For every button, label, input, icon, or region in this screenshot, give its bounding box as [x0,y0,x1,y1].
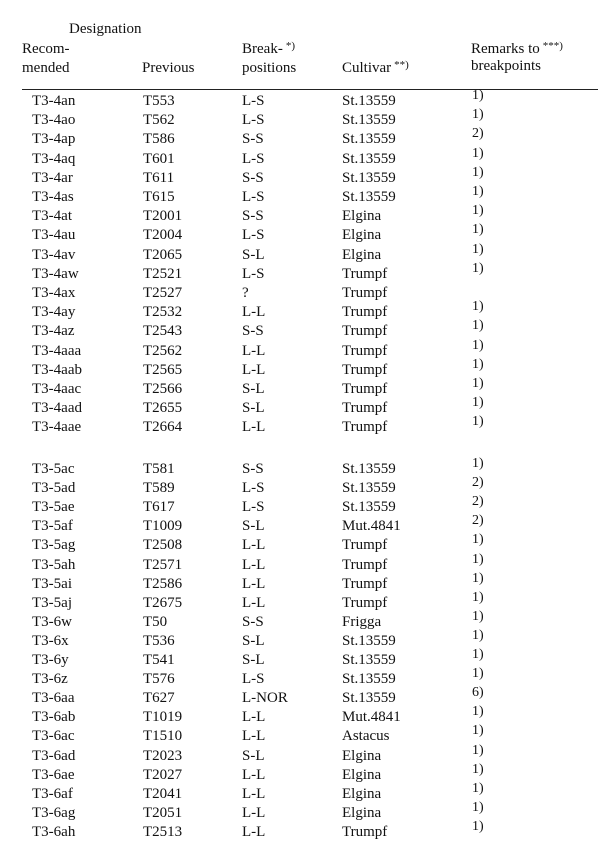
cultivar-cell: Elgina [342,227,382,244]
previous-cell: T586 [143,131,175,148]
previous-header: Previous [142,60,195,76]
breakposition-cell: L-L [242,304,266,321]
table-row [0,376,602,399]
remark-cell: 1) [472,627,484,643]
table-row [0,88,602,111]
previous-cell: T2675 [143,594,183,611]
previous-cell: T601 [143,150,175,167]
previous-cell: T1510 [143,728,183,745]
previous-cell: T615 [143,189,175,205]
cultivar-cell: Trumpf [342,265,388,282]
cultivar-cell: St.13559 [342,690,396,707]
breakposition-cell: S-S [242,208,264,225]
remark-cell: 2) [472,513,484,529]
remark-cell: 1) [472,318,484,334]
table-row [0,780,602,804]
recommended-cell: T3-6ac [32,728,75,745]
previous-cell: T2521 [143,265,183,282]
remark-cell: 1) [472,203,484,219]
recommended-cell: T3-4ao [32,112,76,129]
header-rule [22,89,598,90]
recommended-cell: T3-4au [32,227,76,244]
breakposition-cell: L-L [242,556,266,573]
cultivar-cell: Elgina [342,804,382,821]
recommended-cell: T3-5aj [32,594,72,611]
table-row [0,241,602,265]
recommended-cell: T3-6aa [32,690,75,707]
cultivar-cell: Trumpf [342,381,388,397]
breakposition-cell: L-L [242,728,266,745]
recommended-cell: T3-4aad [32,400,82,417]
breakposition-cell: ? [242,285,249,301]
recommended-cell: T3-6ae [32,766,75,783]
previous-cell: T2664 [143,419,183,436]
breakposition-cell: L-L [242,594,266,611]
breakposition-cell: L-S [242,265,265,282]
designation-header: Designation [69,21,142,37]
remark-cell: 1) [472,376,484,391]
cultivar-cell: Elgina [342,766,382,783]
breakposition-cell: L-L [242,342,266,359]
remark-cell: 1) [472,337,484,353]
cultivar-cell: Trumpf [342,285,388,301]
recommended-cell: T3-5ae [32,499,75,516]
previous-cell: T2508 [143,537,183,554]
cultivar-cell: St.13559 [342,93,396,109]
breakposition-cell: L-S [242,150,265,167]
remark-cell: 1) [472,299,484,315]
remark-cell: 1) [472,666,484,682]
table-row [0,666,602,689]
cultivar-cell: Trumpf [342,342,388,359]
recommended-cell: T3-4aq [32,150,76,167]
remark-cell: 1) [472,241,484,257]
previous-cell: T2527 [143,285,183,301]
recommended-cell: T3-5ad [32,480,76,497]
previous-cell: T2051 [143,804,183,821]
breakposition-cell: L-L [242,804,266,821]
breakposition-cell: S-L [242,747,265,764]
recommended-header-line1: Recom- [22,41,70,57]
remark-cell: 1) [472,88,484,103]
cultivar-cell: St.13559 [342,480,396,497]
breakposition-cell: S-L [242,246,265,263]
previous-cell: T2571 [143,556,183,573]
table-row [0,299,602,322]
cultivar-cell: Trumpf [342,419,388,436]
previous-cell: T589 [143,480,175,497]
table-row [0,318,602,341]
recommended-cell: T3-6ad [32,747,76,764]
breakposition-cell: L-L [242,766,266,783]
remark-cell: 1) [472,184,484,199]
recommended-cell: T3-6x [32,632,69,649]
breakposition-cell: L-S [242,112,265,129]
breakposition-cell: S-L [242,652,265,668]
cultivar-cell: Trumpf [342,556,388,573]
breakpositions-header-text: Break- [242,41,283,57]
previous-cell: T1009 [143,518,183,535]
cultivar-cell: St.13559 [342,131,396,148]
breakposition-cell: L-S [242,189,265,205]
breakposition-cell: L-NOR [242,690,288,707]
cultivar-cell: Frigga [342,613,382,630]
remark-cell: 1) [472,260,484,276]
remark-cell: 1) [472,532,484,548]
breakposition-cell: L-L [242,823,266,840]
recommended-cell: T3-4ax [32,285,76,301]
table-row [0,589,602,613]
table-row [0,414,602,437]
recommended-cell: T3-5ag [32,537,76,554]
previous-cell: T541 [143,652,175,668]
breakposition-cell: L-L [242,785,266,802]
recommended-cell: T3-4as [32,189,74,205]
previous-cell: T2566 [143,381,183,397]
cultivar-cell: Trumpf [342,537,388,554]
cultivar-cell: St.13559 [342,499,396,516]
breakposition-cell: S-S [242,131,264,148]
remark-cell: 1) [472,551,484,567]
previous-cell: T2565 [143,361,183,378]
recommended-cell: T3-4az [32,323,75,340]
cultivar-cell: Elgina [342,785,382,802]
recommended-cell: T3-4at [32,208,72,225]
table-row [0,494,602,517]
breakposition-cell: S-L [242,518,265,535]
recommended-cell: T3-4an [32,93,76,109]
table-row [0,284,602,303]
table-row [0,475,602,498]
remark-cell: 2) [472,475,484,491]
remark-cell: 1) [472,414,484,430]
remark-cell: 1) [472,107,484,123]
table-row [0,704,602,727]
cultivar-header [342,59,409,77]
breakposition-cell: L-S [242,93,265,109]
table-row [0,627,602,651]
remark-cell: 2) [472,494,484,510]
recommended-cell: T3-4ap [32,131,76,148]
previous-cell: T2543 [143,323,183,340]
table-row [0,513,602,536]
breakposition-cell: L-L [242,537,266,554]
previous-cell: T2004 [143,227,183,244]
breakpositions-footnote-mark: *) [285,40,295,52]
remark-cell: 1) [472,570,484,586]
remarks-footnote-mark: ***) [542,40,563,52]
cultivar-cell: Trumpf [342,361,388,378]
breakposition-cell: L-S [242,671,265,688]
recommended-cell: T3-4aaa [32,342,82,359]
previous-cell: T2041 [143,785,183,802]
recommended-cell: T3-4aw [32,265,79,282]
cultivar-header-text: Cultivar [342,60,392,76]
cultivar-cell: St.13559 [342,671,396,688]
breakposition-cell: S-L [242,632,265,649]
recommended-cell: T3-4ay [32,304,76,321]
previous-cell: T2513 [143,823,183,840]
cultivar-cell: St.13559 [342,169,396,186]
table-row [0,456,602,479]
previous-cell: T2655 [143,400,183,417]
remarks-header-line2: breakpoints [471,58,541,74]
breakpositions-header-line1 [242,40,295,58]
cultivar-cell: St.13559 [342,112,396,129]
remark-cell: 2) [472,126,484,142]
breakpositions-header-line2: positions [242,60,297,76]
previous-cell: T562 [143,112,175,129]
cultivar-cell: Trumpf [342,575,388,592]
recommended-cell: T3-5ah [32,556,76,573]
previous-cell: T50 [143,613,168,630]
cultivar-cell: Astacus [342,728,390,745]
cultivar-cell: St.13559 [342,189,396,205]
remark-cell: 1) [472,742,484,758]
breakposition-cell: L-S [242,227,265,244]
previous-cell: T536 [143,632,175,649]
table-row [0,164,602,188]
table-row [0,761,602,785]
table-row [0,356,602,380]
remark-cell: 1) [472,799,484,815]
table-row [0,799,602,823]
cultivar-cell: St.13559 [342,632,396,649]
remarks-header-line1 [471,40,563,58]
previous-cell: T617 [143,499,175,516]
table-row [0,222,602,245]
remark-cell: 1) [472,356,484,372]
table-row [0,126,602,149]
table-row [0,551,602,575]
breakposition-cell: L-S [242,480,265,497]
recommended-cell: T3-5af [32,518,73,535]
table-row [0,337,602,361]
cultivar-cell: St.13559 [342,461,396,477]
table-row [0,647,602,670]
remark-cell: 6) [472,685,484,701]
previous-cell: T2532 [143,304,183,321]
recommended-cell: T3-6af [32,785,73,802]
previous-cell: T581 [143,461,175,477]
remark-cell: 1) [472,608,484,624]
table-row [0,260,602,284]
table-row [0,107,602,130]
table-row [0,395,602,418]
table-row [0,685,602,708]
table-row [0,203,602,226]
remark-cell: 1) [472,164,484,180]
previous-cell: T2586 [143,575,183,592]
table-row [0,723,602,746]
remark-cell: 1) [472,589,484,605]
previous-cell: T627 [143,690,175,707]
cultivar-cell: Trumpf [342,323,388,340]
cultivar-footnote-mark: **) [394,59,409,71]
table-row [0,742,602,766]
remark-cell: 1) [472,723,484,739]
previous-cell: T2027 [143,766,183,783]
breakposition-cell: L-L [242,361,266,378]
remark-cell: 1) [472,145,484,161]
cultivar-cell: Elgina [342,246,382,263]
recommended-cell: T3-5ac [32,461,75,477]
previous-cell: T553 [143,93,175,109]
recommended-header-line2: mended [22,60,70,76]
remark-cell: 1) [472,761,484,777]
recommended-cell: T3-6w [32,613,72,630]
previous-cell: T2001 [143,208,183,225]
recommended-cell: T3-4av [32,246,76,263]
table-row [0,570,602,594]
remark-cell: 1) [472,395,484,411]
recommended-cell: T3-6ag [32,804,76,821]
remark-cell: 1) [472,222,484,238]
table-row [0,532,602,555]
cultivar-cell: Trumpf [342,400,388,417]
recommended-cell: T3-4aac [32,381,82,397]
cultivar-cell: St.13559 [342,652,396,668]
previous-cell: T576 [143,671,175,688]
cultivar-cell: Mut.4841 [342,709,401,726]
recommended-cell: T3-4aae [32,419,82,436]
remark-cell: 1) [472,818,484,834]
recommended-cell: T3-6y [32,652,69,668]
cultivar-cell: St.13559 [342,150,396,167]
breakposition-cell: S-S [242,461,264,477]
breakposition-cell: L-L [242,419,266,436]
remark-cell: 1) [472,647,484,662]
recommended-cell: T3-6ab [32,709,76,726]
breakposition-cell: S-S [242,169,264,186]
previous-cell: T2562 [143,342,183,359]
table-row [0,145,602,169]
cultivar-cell: Trumpf [342,594,388,611]
remark-cell: 1) [472,704,484,720]
breakposition-cell: L-L [242,709,266,726]
previous-cell: T611 [143,169,175,186]
previous-cell: T1019 [143,709,183,726]
table-row [0,608,602,632]
breakposition-cell: S-L [242,381,265,397]
recommended-cell: T3-4aab [32,361,82,378]
table-row [0,818,602,842]
breakposition-cell: S-L [242,400,265,417]
cultivar-cell: Trumpf [342,304,388,321]
cultivar-cell: Elgina [342,208,382,225]
previous-cell: T2023 [143,747,183,764]
remark-cell: 1) [472,456,484,471]
cultivar-cell: Trumpf [342,823,388,840]
table-row [0,184,602,207]
recommended-cell: T3-6z [32,671,68,688]
breakposition-cell: L-S [242,499,265,516]
remarks-header-text: Remarks to [471,41,540,57]
recommended-cell: T3-6ah [32,823,76,840]
recommended-cell: T3-5ai [32,575,72,592]
cultivar-cell: Elgina [342,747,382,764]
recommended-cell: T3-4ar [32,169,73,186]
remark-cell: 1) [472,780,484,796]
breakposition-cell: S-S [242,323,264,340]
previous-cell: T2065 [143,246,183,263]
breakposition-cell: L-L [242,575,266,592]
breakposition-cell: S-S [242,613,264,630]
cultivar-cell: Mut.4841 [342,518,401,535]
